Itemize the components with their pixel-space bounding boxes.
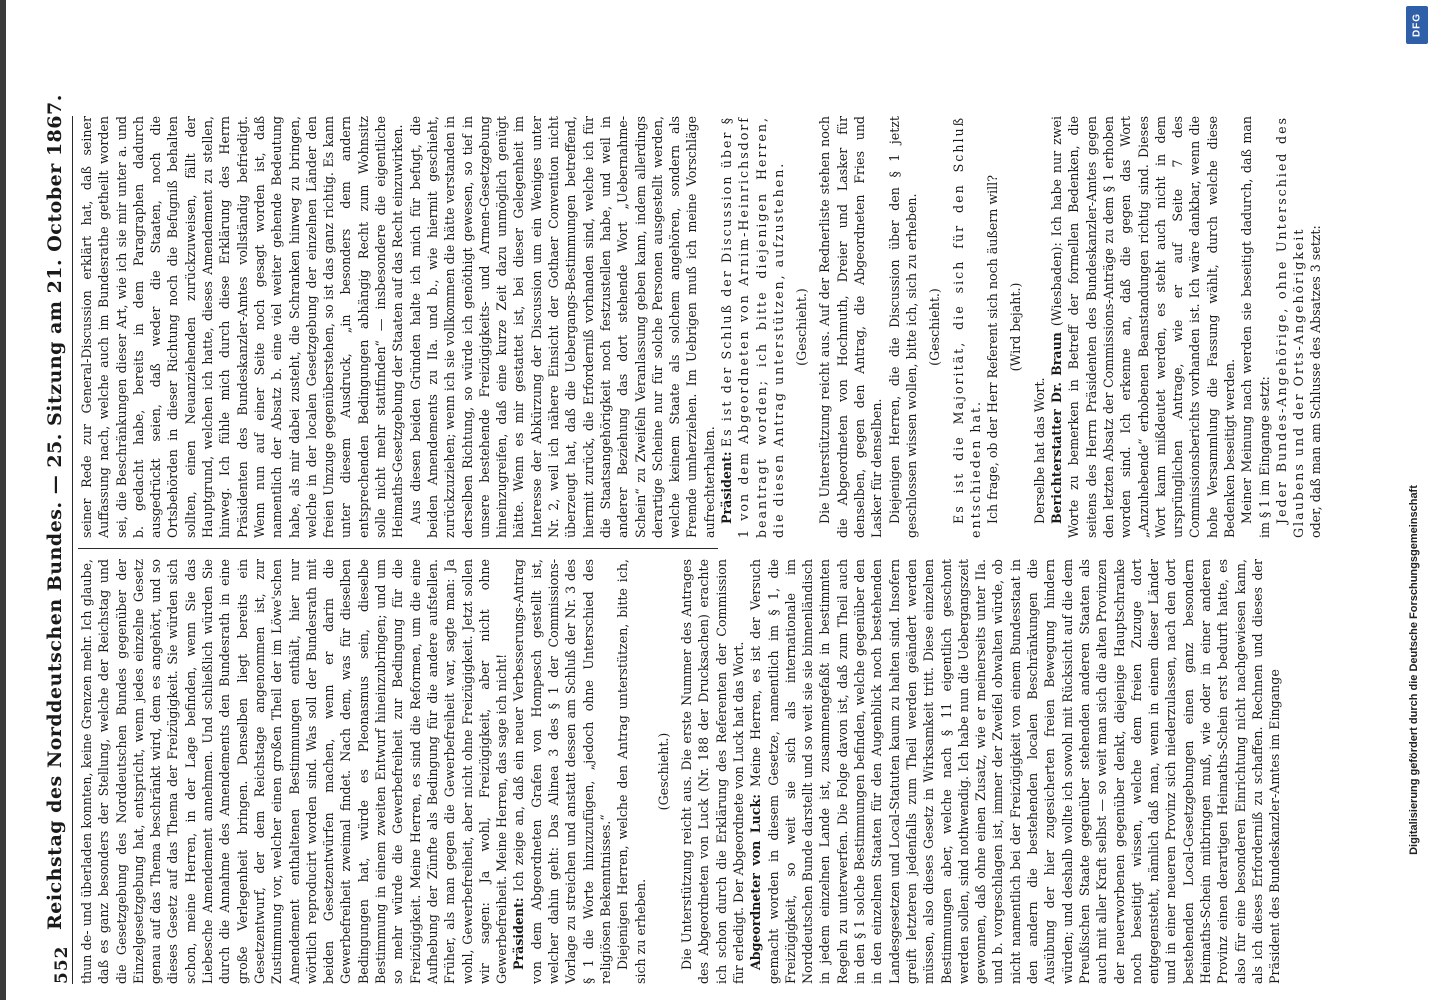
right-paragraph-5: Diejenigen Herren, die die Discussion über den § 1 jetzt geschlossen wissen wollen, bitte ich, sich zu erheben. xyxy=(886,116,919,538)
column-divider xyxy=(78,548,718,549)
right-paragraph-4: Die Unterstützung reicht aus. Auf der Rednerliste stehen noch die Abgeordneten von Hochmuth, Dreier und Lasker für denselben, gegen den Antrag, die Abgeordneten Fries und Lasker für denselben. xyxy=(817,116,885,538)
right-paragraph-10: Meiner Meinung nach werden sie beseitigt dadurch, daß man im § 1 im Eingange setzt: xyxy=(1239,116,1272,538)
reporter-label: Berichterstatter Dr. Braun xyxy=(1049,332,1065,524)
right-president-paragraph xyxy=(718,116,787,538)
stage-direction: (Geschieht.) xyxy=(927,288,943,366)
right-paragraph-7: Ich frage, ob der Herr Referent sich noch äußern will? xyxy=(985,175,1001,524)
right-paragraph-11: Jeder Bundes-Angehörige, ohne Unterschied des Glaubens und der Orts-Angehörigkeit xyxy=(1273,116,1307,538)
speaker-label: Abgeordneter von Luck: xyxy=(748,794,764,970)
page-number: 552 xyxy=(52,945,72,984)
president-label: Präsident: xyxy=(718,451,734,524)
left-column xyxy=(78,559,1283,984)
left-paragraph-1: thun de- und überladen konnten, keine Grenzen mehr. Ich glaube, daß es ganz besonders der Stellung, welche der Reichstag und die Gesetzgebung des Norddeutschen Bundes gegenüber der Einzelgesetzgebung hat, entspricht, wenn jedes einzelne Gesetz genau auf das Thema beschränkt wird, dem es angehört, und so dieses Gesetz auf das Thema der Freizügigkeit. Sie würden sich schon, meine Herren, in der Lage befinden, wenn Sie das Liebesche Amendement annehmen. Und schließlich würden Sie durch die Annahme des Amendements den Bundesrath in eine große Verlegenheit bringen. Denselben liegt bereits ein Gesetzentwurf, der dem Reichstage angenommen ist, zur Zustimmung vor, welcher einen großen Theil der im Löwe'schen Amendement enthaltenen Bestimmungen enthält, hier nur wörtlich reproducirt worden sind. Was soll der Bundesrath mit beiden Gesetzentwürfen machen, wenn er darin die Gewerbefreiheit zweimal findet. Nach dem, was für dieselben Bedingungen hat, würde es Pleonasmus sein, dieselbe Bestimmung in einem zweiten Entwurf hineinzubringen; und um so mehr würde die Gewerbefreiheit zur Bedingung für die Freizügigkeit. Meine Herren, es sind die Reformen, um die eine Aufhebung der Zünfte als Bedingung für die andere aufstellen. Früher, als man gegen die Gewerbefreiheit war, sagte man: Ja wohl, Gewerbefreiheit, aber nicht ohne Freizügigkeit. Jetzt sollen wir sagen: Ja wohl, Freizügigkeit, aber nicht ohne Gewerbefreiheit. Meine Herren, das sage ich nicht! xyxy=(79,559,510,984)
left-paragraph-4: Die Unterstützung reicht aus. Die erste Nummer des Antrages des Abgeordneten von Luck (Nr. 188 der Drucksachen) erachte ich schon durch die Erklärung des Referenten der Commission für erledigt. Der Abgeordnete von Luck hat das Wort. xyxy=(679,559,746,984)
right-paragraph-6: Es ist die Majorität, die sich für den Schluß entschieden hat. xyxy=(950,116,983,538)
right-paragraph-12: oder, daß man am Schlusse des Absatzes 3 setzt: xyxy=(1308,225,1324,538)
stage-direction: (Geschieht.) xyxy=(655,732,671,811)
stage-direction: (Geschieht.) xyxy=(794,288,810,366)
right-paragraph-1: seiner Rede zur General-Discussion erklärt hat, daß seiner Auffassung nach, welche auch im Bundesrathe getheilt worden sei, die Beschränkungen dieser Art, wie ich sie mir unter a. und b. gedacht habe, bereits in dem Paragraphen dadurch ausgedrückt seien, daß weder die Staaten, noch die Ortsbehörden in dieser Richtung noch die Befugniß behalten sollten, einen Neuanziehenden zurückzuweisen, fällt der Hauptgrund, welchen ich hatte, dieses Amendement zu stellen, hinweg. Ich fühle mich durch diese Erklärung des Herrn Präsidenten des Bundeskanzler-Amtes vollständig befriedigt. Wenn nun auf einer Seite noch gesagt worden ist, daß namentlich der Absatz b. eine viel weiter gehende Bedeutung habe, als mir dabei zusteht, die Schranken hinweg zu bringen, welche in der localen Gesetzgebung der einzelnen Länder den freien Umzuge gegenüberstehen, so ist das ganz richtig. Es kann unter diesem Ausdruck, „in besonders dem andern entsprechenden Bedingungen abhängig Recht zum Wohnsitz solle nicht mehr stattfinden“ — insbesondere die eigentliche Heimaths-Gesetzgebung der Staaten auf das Recht einzuwirken. xyxy=(79,116,406,538)
left-speaker-paragraph xyxy=(747,559,1283,984)
right-paragraph-3: Es ist der Schluß der Discussion über § 1 von dem Abgeordneten von Arnim-Heinrichsdorf beantragt worden; ich bitte diejenigen Herren, die diesen Antrag unterstützen, aufzustehen. xyxy=(718,116,786,538)
dfg-logo-text: DFG xyxy=(1411,12,1423,38)
dfg-logo xyxy=(1406,6,1428,44)
rotated-book-page xyxy=(0,94,1400,1000)
president-label: Präsident: xyxy=(511,897,527,970)
left-paragraph-3: Diejenigen Herren, welche den Antrag unterstützen, bitte ich, sich zu erheben. xyxy=(615,559,648,984)
right-paragraph-8: Derselbe hat das Wort. xyxy=(1031,377,1047,524)
header-rule xyxy=(72,116,73,984)
left-paragraph-5: Meine Herren, es ist der Versuch gemacht worden in diesem Gesetze, namentlich im § 1, die Freizügigkeit, so weit sie sich als internationale im Norddeutschen Bunde darstellt und so weit sie sie binnenländisch in jedem einzelnen Lande ist, zusammengefaßt in bestimmten Regeln zu unterwerfen. Die Folge davon ist, daß zum Theil auch in den § 1 solche Bestimmungen befinden, welche gegenüber den in den einzelnen Staaten für den Augenblick noch bestehenden Landesgesetzen und Local-Statuten kaum zu halten sind. Insofern greift letzteren jedenfalls zum Theil werden geändert werden müssen, also dieses Gesetz in Wirksamkeit tritt. Diese einzelnen Bestimmungen aber, welche nach § 11 eigentlich geschont werden sollen, sind nothwendig. Ich habe nun die Uebergangszeit gewonnen, daß ohne einen Zusatz, wie er meinerseits unter IIa. und b. vorgeschlagen ist, immer der Zweifel obwalten würde, ob nicht namentlich bei der Freizügigkeit von einem Bundesstaat in den andern die bestehenden localen Beschränkungen die Ausübung der hier zugesicherten freien Bewegung hindern würden; und deshalb wollte ich sowohl mit Rücksicht auf die dem Preußischen Staate gegenüber stehenden anderen Staaten als auch mit aller Kraft selbst — so weit man sich die alten Provinzen der neuerworbenen gegenüber denkt, diejenige Hauptschranke noch beseitigt wissen, welche dem freien Zuzuge dort entgegensteht, nämlich daß man, wenn in einem dieser Länder und in einer neueren Provinz sich niederzulassen, nach den dort bestehenden Local-Gesetzgebungen einen ganz besondern Heimaths-Schein mitbringen muß, wie oder in einer anderen Provinz einen derartigen Heimaths-Schein erst bedurft hatte, es also für eine besonderen Einrichtung nicht nachgewiesen kann, als ich dieses Erforderniß zu schaffen. Rechnen und dieses der Präsident des Bundeskanzler-Amtes im Eingange xyxy=(748,559,1283,984)
right-paragraph-2: Aus diesen beiden Gründen halte ich mich für befugt, die beiden Amendements zu IIa. und b., wie hiermit geschieht, zurückzuziehen; wenn ich sie vollkommen die hätte verstanden in derselben Richtung, so würde ich genöthigt gewesen, so tief in unsere bestehende Freizügigkeits- und Armen-Gesetzgebung hineinzugreifen, daß eine kurze Zeit dazu unmöglich genügt hätte. Wenn es mir gestattet ist, bei dieser Gelegenheit im Interesse der Abkürzung der Discussion um ein Weniges unter Nr. 2, weil ich nähere Einsicht der Gothaer Convention nicht überzeugt hat, daß die Uebergangs-Bestimmungen betreffend, hiermit zurück, die Erforderniß vorhanden sind, welche ich für die Staatsangehörigkeit noch festzustellen habe, und weil in anderer Beziehung das dort stehende Wort „Uebernahme-Schein“ zu Zweifeln Veranlassung geben kann, indem allerdings derartige Scheine nur für solche Personen ausgestellt werden, welche keinem Staate als solchem angehören, sondern als Fremde umherziehen. Im Uebrigen muß ich meine Vorschläge aufrechterhalten. xyxy=(407,116,717,538)
left-president-paragraph xyxy=(510,559,614,984)
digitization-credit-text: Digitalisierung gefördert durch die Deutsche Forschungsgemeinschaft xyxy=(1408,485,1420,855)
digitization-credit xyxy=(1402,390,1426,950)
left-paragraph-2: Ich zeige an, daß ein neuer Verbesserungs-Antrag von dem Abgeordneten Grafen von Hompesch gestellt ist, welcher dahin geht: Das Alinea 3 des § 1 der Commissions-Vorlage zu streichen und anstatt dessen am Schluß der Nr. 3 des § 1 die Worte hinzuzufügen, „jedoch ohne Unterschied des religiösen Bekenntnisses.“ xyxy=(511,559,613,984)
stage-direction: (Wird bejaht.) xyxy=(1008,282,1024,372)
right-paragraph-9: (Wiesbaden): Ich habe nur zwei Worte zu bemerken in Betreff der formellen Bedenken, die seitens des Herrn Präsidenten des Bundeskanzler-Amtes gegen den letzten Absatz der Commissions-Anträge zu dem § 1 erhoben worden sind. Ich erkenne an, daß die gegen das Wort „Anzuhebende“ erhobenen Beanstandungen richtig sind. Dieses Wort kann mißdeutet werden, es steht auch nicht in dem ursprünglichen Antrage, wie er auf Seite 7 des Commissionsberichts vorhanden ist. Ich wäre dankbar, wenn die hohe Versammlung die Fassung wählt, durch welche diese Bedenken beseitigt werden. xyxy=(1049,116,1237,538)
right-column xyxy=(78,116,1324,538)
running-head: Reichstag des Norddeutschen Bundes. — 25. Sitzung am 21. October 1867. xyxy=(44,94,66,930)
right-reporter-paragraph xyxy=(1048,116,1238,538)
